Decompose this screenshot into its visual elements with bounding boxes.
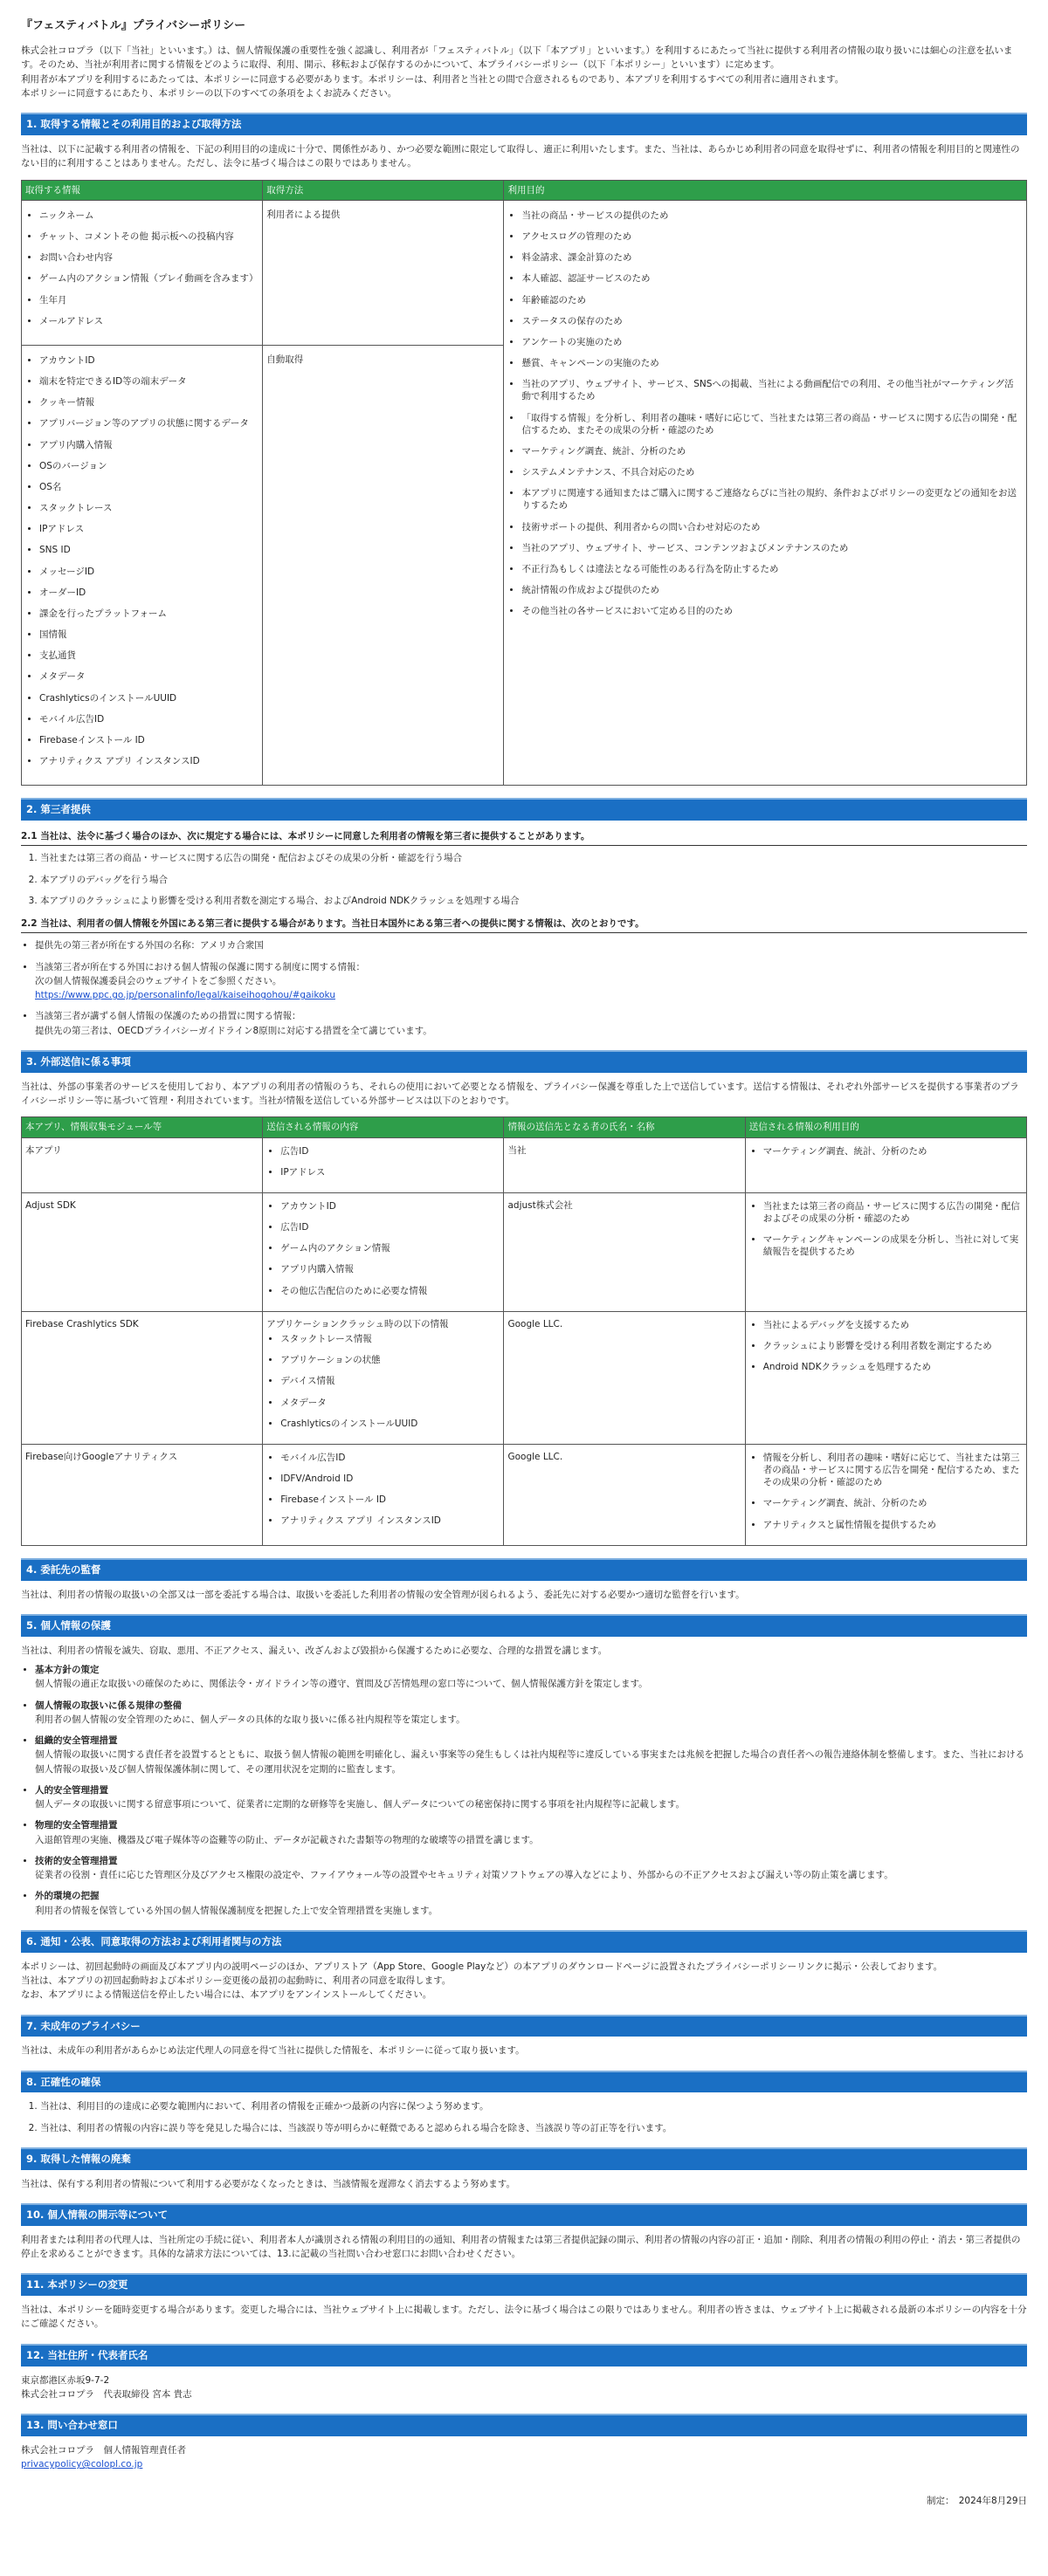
section-heading-1: 1. 取得する情報とその利用目的および取得方法 [21, 113, 1027, 135]
info-item: • メタデータ [39, 670, 259, 683]
table-header: 送信される情報の利用目的 [745, 1117, 1026, 1137]
section-heading-7: 7. 未成年のプライバシー [21, 2015, 1027, 2037]
numbered-list [40, 851, 1027, 908]
list-item-text: 次の個人情報保護委員会のウェブサイトをご参照ください。 [35, 975, 282, 986]
info-item: • モバイル広告ID [280, 1452, 500, 1464]
measure-title: • 人的安全管理措置 [35, 1784, 108, 1796]
security-measure [35, 1734, 1027, 1776]
section-heading-10: 10. 個人情報の開示等について [21, 2203, 1027, 2226]
info-item: • スタックトレース [39, 502, 259, 514]
section-heading-11: 11. 本ポリシーの変更 [21, 2273, 1027, 2296]
section-heading-9: 9. 取得した情報の廃棄 [21, 2147, 1027, 2170]
purpose-cell [745, 1137, 1026, 1192]
method-cell: 利用者による提供 [263, 200, 504, 345]
purpose-item: • マーケティング調査、統計、分析のため [763, 1497, 1023, 1509]
measure-text: 利用者の個人情報の安全管理のために、個人データの具体的な取り扱いに係る社内規程等を策定します。 [35, 1714, 465, 1725]
purpose-item: • 当社のアプリ、ウェブサイト、サービス、SNSへの掲載、当社による動画配信での利用、その他当社がマーケティング活動で利用するため [521, 378, 1023, 402]
info-item: • OS名 [39, 481, 259, 493]
section-6-body: 当社は、本アプリの初回起動時および本ポリシー変更後の最初の起動時に、利用者の同意を取得します。 [21, 1975, 452, 1987]
info-item: • メールアドレス [39, 315, 259, 327]
purpose-list [763, 1319, 1023, 1374]
measure-title: • 物理的安全管理措置 [35, 1820, 118, 1831]
measure-title: • 外的環境の把握 [35, 1891, 100, 1902]
table-header: 情報の送信先となる者の氏名・名称 [504, 1117, 745, 1137]
purpose-item: • 当社のアプリ、ウェブサイト、サービス、コンテンツおよびメンテナンスのため [521, 542, 1023, 554]
info-item: • IDFV/Android ID [280, 1473, 500, 1485]
table-row [22, 1137, 1027, 1192]
info-item: • アプリ内購入情報 [39, 439, 259, 451]
intro-paragraph: 本ポリシーに同意するにあたり、本ポリシーの以下のすべての条項をよくお読みください。 [21, 87, 397, 99]
purpose-item: • システムメンテナンス、不具合対応のため [521, 466, 1023, 478]
list-item: 1. 当社は、利用目的の達成に必要な範囲内において、利用者の情報を正確かつ最新の内容に保つよう努めます。 [40, 2099, 1027, 2113]
purpose-item: • クラッシュにより影響を受ける利用者数を測定するため [763, 1340, 1023, 1352]
module-cell: 本アプリ [22, 1137, 263, 1192]
purpose-item: • 料金請求、課金計算のため [521, 251, 1023, 264]
established-date: 制定： 2024年8月29日 [926, 2496, 1027, 2507]
info-item: • アカウントID [39, 354, 259, 367]
info-item: • IPアドレス [39, 523, 259, 535]
purpose-item: • マーケティングキャンペーンの成果を分析し、当社に対して実績報告を提供するため [763, 1233, 1023, 1258]
measure-title: • 個人情報の取扱いに係る規律の整備 [35, 1700, 182, 1711]
purpose-cell [745, 1311, 1026, 1444]
purpose-item: • 当社によるデバッグを支援するため [763, 1319, 1023, 1331]
bullet-list [35, 938, 1027, 1038]
purpose-item: • マーケティング調査、統計、分析のため [763, 1145, 1023, 1157]
info-item: • アナリティクス アプリ インスタンスID [280, 1515, 500, 1527]
security-measure [35, 1854, 1027, 1883]
info-list [39, 354, 259, 767]
info-item: • アプリバージョン等のアプリの状態に関するデータ [39, 417, 259, 429]
info-cell [263, 1137, 504, 1192]
purpose-item: • 統計情報の作成および提供のため [521, 584, 1023, 596]
purpose-item: • アクセスログの管理のため [521, 230, 1023, 243]
info-item: • その他広告配信のために必要な情報 [280, 1285, 500, 1297]
info-item: • お問い合わせ内容 [39, 251, 259, 264]
table-header: 利用目的 [504, 180, 1027, 200]
contact-organization: 株式会社コロプラ 個人情報管理責任者 [21, 2444, 186, 2456]
measure-title: • 技術的安全管理措置 [35, 1855, 118, 1866]
info-cell [263, 1192, 504, 1311]
info-cell [263, 1444, 504, 1545]
purpose-item: • 本人確認、認証サービスのため [521, 272, 1023, 285]
intro-paragraph: 株式会社コロプラ（以下「当社」といいます。）は、個人情報保護の重要性を強く認識し、利用者が「フェスティバトル」（以下「本アプリ」といいます。）を利用するにあたって当社に提供する利用者の情報の取り扱いには細心の注意を払います。そのため、当社が利用者に関する情報をどのように取得、利用、開示、移転および保存するのかについて、本プライバシーポリシー（以下「本ポリシー」といいます）に定めます。 [21, 45, 1013, 71]
purpose-list [521, 210, 1023, 618]
info-item: • メッセージID [39, 566, 259, 578]
info-list [280, 1200, 500, 1297]
page-title: 『フェスティバトル』プライバシーポリシー [21, 19, 246, 32]
info-item: • Firebaseインストール ID [280, 1494, 500, 1506]
info-item: • 広告ID [280, 1221, 500, 1233]
section-heading-8: 8. 正確性の確保 [21, 2071, 1027, 2093]
company-address: 東京都港区赤坂9-7-2 [21, 2374, 110, 2386]
list-item-text: 当該第三者が所在する外国における個人情報の保護に関する制度に関する情報： [35, 961, 365, 972]
list-item: 1. 当社または第三者の商品・サービスに関する広告の開発・配信およびその成果の分析・確認を行う場合 [40, 851, 1027, 865]
list-item: 3. 本アプリのクラッシュにより影響を受ける利用者数を測定する場合、およびAndroid NDKクラッシュを処理する場合 [40, 894, 1027, 908]
info-item: • 端末を特定できるID等の端末データ [39, 375, 259, 388]
section-11-body: 当社は、本ポリシーを随時変更する場合があります。変更した場合には、当社ウェブサイト上に掲載します。ただし、法令に基づく場合はこの限りではありません。利用者の皆さまは、ウェブサイト上に掲載される最新の本ポリシーの内容を十分にご確認ください。 [21, 2305, 1027, 2330]
section-9-body: 当社は、保有する利用者の情報について利用する必要がなくなったときは、当該情報を遅滞なく消去するよう努めます。 [21, 2178, 515, 2189]
table-row [22, 1444, 1027, 1545]
info-list [280, 1145, 500, 1178]
info-item: • Firebaseインストール ID [39, 734, 259, 746]
info-item: • デバイス情報 [280, 1375, 500, 1387]
info-item: • メタデータ [280, 1397, 500, 1409]
destination-cell: Google LLC. [504, 1311, 745, 1444]
purpose-item: • マーケティング調査、統計、分析のため [521, 445, 1023, 457]
section-heading-3: 3. 外部送信に係る事項 [21, 1050, 1027, 1073]
contact-email-link[interactable]: privacypolicy@colopl.co.jp [21, 2459, 143, 2470]
info-item: • CrashlyticsのインストールUUID [280, 1418, 500, 1430]
subsection-heading: 2.1 当社は、法令に基づく場合のほか、次に規定する場合には、本ポリシーに同意した利用者の情報を第三者に提供することがあります。 [21, 829, 1027, 846]
destination-cell: 当社 [504, 1137, 745, 1192]
purpose-item: • その他当社の各サービスにおいて定める目的のため [521, 605, 1023, 617]
info-item: • オーダーID [39, 587, 259, 599]
section-7-body: 当社は、未成年の利用者があらかじめ法定代理人の同意を得て当社に提供した情報を、本ポリシーに従って取り扱います。 [21, 2045, 525, 2057]
purpose-item: • 情報を分析し、利用者の趣味・嗜好に応じて、当社または第三者の商品・サービスに関する広告を開発・配信するため、またその成果の分析・確認のため [763, 1452, 1023, 1489]
purpose-item: • 不正行為もしくは違法となる可能性のある行為を防止するため [521, 563, 1023, 575]
info-item: • 国情報 [39, 629, 259, 641]
table-row [22, 1192, 1027, 1311]
info-list [39, 210, 259, 327]
measure-text: 個人情報の取扱いに関する責任者を設置するとともに、取扱う個人情報の範囲を明確化し、漏えい事案等の発生もしくは社内規程等に違反している事実または兆候を把握した場合の責任者への報告連絡体制を整備します。また、当社における個人情報の取扱い及び個人情報保護体制に関して、その運用状況を定期的に監査します。 [35, 1749, 1025, 1775]
security-measure [35, 1889, 1027, 1918]
info-item: • アプリ内購入情報 [280, 1263, 500, 1275]
info-item: • CrashlyticsのインストールUUID [39, 692, 259, 704]
info-cell [263, 1311, 504, 1444]
measure-text: 従業者の役割・責任に応じた管理区分及びアクセス権限の設定や、ファイアウォール等の設置やセキュリティ対策ソフトウェアの導入などにより、外部からの不正アクセスおよび漏えい等の防止策を講じます。 [35, 1870, 893, 1881]
module-cell: Firebase Crashlytics SDK [22, 1311, 263, 1444]
module-cell: Firebase向けGoogleアナリティクス [22, 1444, 263, 1545]
info-cell [22, 345, 263, 785]
section-6-body: なお、本アプリによる情報送信を停止したい場合には、本アプリをアンインストールしてください。 [21, 1989, 432, 2001]
table-header: 取得する情報 [22, 180, 263, 200]
purpose-list [763, 1145, 1023, 1157]
info-table [21, 180, 1027, 787]
info-item: • 支払通貨 [39, 649, 259, 662]
section-heading-13: 13. 問い合わせ窓口 [21, 2414, 1027, 2436]
info-item: • 課金を行ったプラットフォーム [39, 608, 259, 620]
numbered-list [40, 2099, 1027, 2135]
module-cell: Adjust SDK [22, 1192, 263, 1311]
purpose-list [763, 1200, 1023, 1259]
info-item: • アナリティクス アプリ インスタンスID [39, 755, 259, 767]
security-measure [35, 1663, 1027, 1692]
info-item: • SNS ID [39, 544, 259, 556]
security-measure [35, 1699, 1027, 1728]
purpose-cell [745, 1192, 1026, 1311]
section-heading-5: 5. 個人情報の保護 [21, 1614, 1027, 1637]
security-measure [35, 1783, 1027, 1812]
section-10-body: 利用者または利用者の代理人は、当社所定の手続に従い、利用者本人が識別される情報の利用目的の通知、利用者の情報または第三者提供記録の開示、利用者の情報の内容の訂正・追加・削除、利用者の情報の利用の停止・消去・第三者提供の停止を求めることができます。具体的な請求方法については、13.に記載の当社問い合わせ窓口にお問い合わせください。 [21, 2234, 1021, 2260]
info-item: • クッキー情報 [39, 396, 259, 409]
section-1-body: 当社は、以下に記載する利用者の情報を、下記の利用目的の達成に十分で、関係性があり、かつ必要な範囲に限定して取得し、適正に利用いたします。また、当社は、あらかじめ利用者の同意を取得せずに、利用者の情報を利用目的と関連性のない目的に利用することはありません。ただし、法令に基づく場合はこの限りではありません。 [21, 144, 1020, 169]
table-row [22, 1311, 1027, 1444]
measure-title: • 組織的安全管理措置 [35, 1735, 118, 1747]
purpose-item: • ステータスの保存のため [521, 315, 1023, 327]
list-item: 2. 当社は、利用者の情報の内容に誤り等を発見した場合には、当該誤り等が明らかに軽微であると認められる場合を除き、当該誤り等の訂正等を行います。 [40, 2121, 1027, 2135]
measure-text: 個人情報の適正な取扱いの確保のために、関係法令・ガイドライン等の遵守、質問及び苦情処理の窓口等について、個人情報保護方針を策定します。 [35, 1679, 648, 1690]
info-list [280, 1333, 500, 1430]
section-6-body: 本ポリシーは、初回起動時の画面及び本アプリ内の説明ページのほか、アプリストア（App Store、Google Playなど）の本アプリのダウンロードページに設置されたプライバシーポリシーリンクに掲示・公表しております。 [21, 1961, 943, 1972]
measure-title: • 基本方針の策定 [35, 1664, 100, 1675]
table-header: 送信される情報の内容 [263, 1117, 504, 1137]
info-lead: アプリケーションクラッシュ時の以下の情報 [266, 1318, 449, 1329]
info-item: • IPアドレス [280, 1166, 500, 1178]
company-representative: 株式会社コロプラ 代表取締役 宮本 貴志 [21, 2388, 192, 2400]
info-item: • 広告ID [280, 1145, 500, 1157]
list-item: • 提供先の第三者が所在する外国の名称：アメリカ合衆国 [35, 938, 1027, 952]
info-item: • アプリケーションの状態 [280, 1354, 500, 1366]
purpose-cell [745, 1444, 1026, 1545]
purpose-item: • Android NDKクラッシュを処理するため [763, 1361, 1023, 1373]
info-item: • OSのバージョン [39, 460, 259, 472]
subsection-heading: 2.2 当社は、利用者の個人情報を外国にある第三者に提供する場合があります。当社日本国外にある第三者への提供に関する情報は、次のとおりです。 [21, 917, 1027, 933]
list-item: 2. 本アプリのデバッグを行う場合 [40, 873, 1027, 887]
info-item: • ゲーム内のアクション情報 [280, 1242, 500, 1254]
destination-cell: adjust株式会社 [504, 1192, 745, 1311]
section-heading-4: 4. 委託先の監督 [21, 1558, 1027, 1581]
list-item-text: 当該第三者が講ずる個人情報の保護のための措置に関する情報： [35, 1011, 301, 1022]
info-cell [22, 200, 263, 345]
intro-paragraph: 利用者が本アプリを利用するにあたっては、本ポリシーに同意する必要があります。本ポリシーは、利用者と当社との間で合意されるものであり、本アプリを利用するすべての利用者に適用されます。 [21, 73, 845, 85]
info-item: • ニックネーム [39, 210, 259, 222]
purpose-cell [504, 200, 1027, 785]
security-measure [35, 1818, 1027, 1847]
section-heading-6: 6. 通知・公表、同意取得の方法および利用者関与の方法 [21, 1930, 1027, 1953]
section-5-body: 当社は、利用者の情報を滅失、窃取、悪用、不正アクセス、漏えい、改ざんおよび毀損から保護するために必要な、合理的な措置を講じます。 [21, 1645, 608, 1656]
section-heading-12: 12. 当社住所・代表者氏名 [21, 2344, 1027, 2366]
intro [21, 44, 1027, 100]
table-header: 取得方法 [263, 180, 504, 200]
section-4-body: 当社は、利用者の情報の取扱いの全部又は一部を委託する場合は、取扱いを委託した利用者の情報の安全管理が図られるよう、委託先に対する必要かつ適切な監督を行います。 [21, 1589, 745, 1600]
purpose-item: • アンケートの実施のため [521, 336, 1023, 348]
purpose-item: • 当社の商品・サービスの提供のため [521, 210, 1023, 222]
security-measures-list [35, 1663, 1027, 1918]
purpose-list [763, 1452, 1023, 1531]
info-item: • スタックトレース情報 [280, 1333, 500, 1345]
list-item [35, 1009, 1027, 1038]
info-item: • チャット、コメントその他 掲示板への投稿内容 [39, 230, 259, 243]
ppc-link[interactable]: https://www.ppc.go.jp/personalinfo/legal/kaiseihogohou/#gaikoku [35, 990, 335, 1001]
purpose-item: • 懸賞、キャンペーンの実施のため [521, 357, 1023, 369]
info-item: • モバイル広告ID [39, 713, 259, 725]
info-item: • 生年月 [39, 294, 259, 306]
section-heading-2: 2. 第三者提供 [21, 798, 1027, 821]
info-list [280, 1452, 500, 1528]
external-transmission-table [21, 1116, 1027, 1545]
section-3-body: 当社は、外部の事業者のサービスを使用しており、本アプリの利用者の情報のうち、それらの使用において必要となる情報を、プライバシー保護を尊重した上で送信しています。送信する情報は、それぞれ外部サービスを提供する事業者のプライバシーポリシー等に基づいて管理・利用されています。当社が情報を送信している外部サービスは以下のとおりです。 [21, 1081, 1019, 1107]
measure-text: 利用者の情報を保管している外国の個人情報保護制度を把握した上で安全管理措置を実施します。 [35, 1905, 438, 1916]
purpose-item: • アナリティクスと属性情報を提供するため [763, 1519, 1023, 1531]
list-item [35, 960, 1027, 1003]
measure-text: 個人データの取扱いに関する留意事項について、従業者に定期的な研修等を実施し、個人データについての秘密保持に関する事項を社内規程等に記載します。 [35, 1799, 686, 1810]
purpose-item: • 本アプリに関連する通知またはご購入に関するご連絡ならびに当社の規約、条件およびポリシーの変更などの通知をお送りするため [521, 487, 1023, 512]
method-cell: 自動取得 [263, 345, 504, 785]
list-item-text: 提供先の第三者は、OECDプライバシーガイドライン8原則に対応する措置を全て講じています。 [35, 1025, 432, 1036]
destination-cell: Google LLC. [504, 1444, 745, 1545]
measure-text: 入退館管理の実施、機器及び電子媒体等の盗難等の防止、データが記載された書類等の物理的な破壊等の措置を講じます。 [35, 1834, 539, 1845]
purpose-item: • 当社または第三者の商品・サービスに関する広告の開発・配信およびその成果の分析・確認のため [763, 1200, 1023, 1225]
purpose-item: • 技術サポートの提供、利用者からの問い合わせ対応のため [521, 521, 1023, 533]
purpose-item: • 「取得する情報」を分析し、利用者の趣味・嗜好に応じて、当社または第三者の商品・サービスに関する広告の開発・配信するため、またその成果の分析・確認のため [521, 412, 1023, 436]
purpose-item: • 年齢確認のため [521, 294, 1023, 306]
info-item: • アカウントID [280, 1200, 500, 1212]
table-header: 本アプリ、情報収集モジュール等 [22, 1117, 263, 1137]
info-item: • ゲーム内のアクション情報（プレイ動画を含みます） [39, 272, 259, 285]
